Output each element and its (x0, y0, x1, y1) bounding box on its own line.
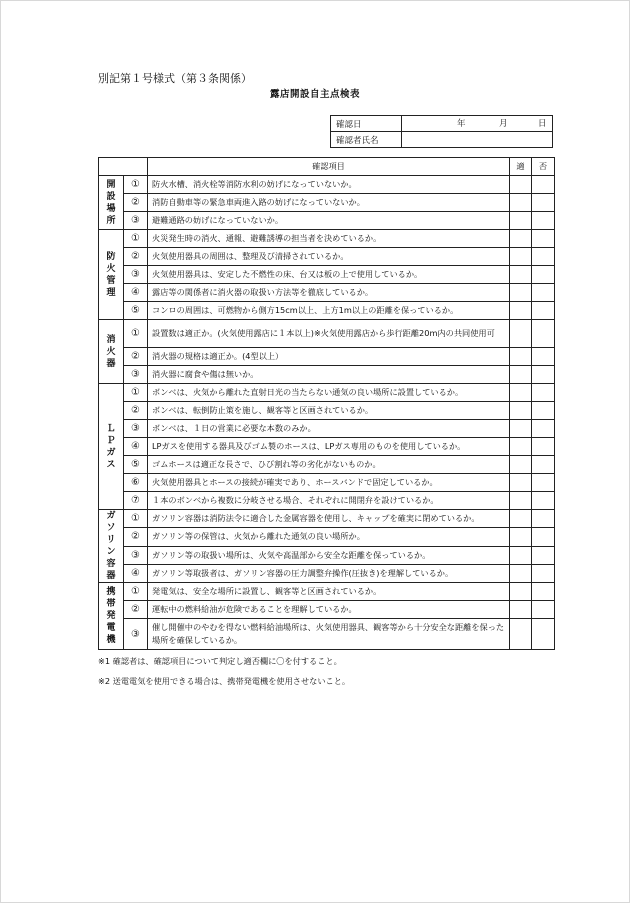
check-ng-cell[interactable] (532, 420, 555, 438)
item-text: ボンベは、転倒防止策を施し、観客等と区画されているか。 (148, 402, 510, 420)
table-row (99, 456, 555, 474)
check-ng-cell[interactable] (532, 510, 555, 528)
item-number: ② (124, 601, 148, 619)
header-ok: 適 (510, 158, 532, 176)
item-number: ③ (124, 546, 148, 564)
item-number: ④ (124, 438, 148, 456)
table-row (99, 438, 555, 456)
item-number: ③ (124, 420, 148, 438)
item-text: 運転中の燃料給油が危険であることを理解しているか。 (148, 601, 510, 619)
check-ok-cell[interactable] (510, 348, 532, 366)
table-row (99, 194, 555, 212)
table-row (99, 402, 555, 420)
check-ok-cell[interactable] (510, 320, 532, 348)
note-1: ※1 確認者は、確認項目について判定し適否欄に〇を付すること。 (98, 656, 342, 666)
check-ok-cell[interactable] (510, 402, 532, 420)
table-row (99, 583, 555, 601)
item-text: LPガスを使用する器具及びゴム製のホースは、LPガス専用のものを使用しているか。 (148, 438, 510, 456)
check-ok-cell[interactable] (510, 564, 532, 582)
check-ok-cell[interactable] (510, 420, 532, 438)
item-text: 露店等の関係者に消火器の取扱い方法等を徹底しているか。 (148, 284, 510, 302)
item-number: ① (124, 320, 148, 348)
item-number: ② (124, 348, 148, 366)
category-label: 携帯発電機 (99, 583, 124, 650)
check-ok-cell[interactable] (510, 212, 532, 230)
inspector-name-field[interactable] (402, 132, 553, 148)
item-number: ⑤ (124, 456, 148, 474)
check-ok-cell[interactable] (510, 366, 532, 384)
check-ng-cell[interactable] (532, 302, 555, 320)
category-label: ＬＰガス (99, 384, 124, 510)
item-text: 催し開催中のやむを得ない燃料給油場所は、火気使用器具、観客等から十分安全な距離を保った場所を確保しているか。 (148, 619, 510, 650)
table-row (99, 230, 555, 248)
item-text: 発電気は、安全な場所に設置し、観客等と区画されているか。 (148, 583, 510, 601)
inspector-name-label: 確認者氏名 (331, 132, 402, 148)
item-text: 消火器の規格は適正か。(4型以上） (148, 348, 510, 366)
item-number: ① (124, 176, 148, 194)
check-ok-cell[interactable] (510, 384, 532, 402)
table-row (99, 510, 555, 528)
check-ok-cell[interactable] (510, 546, 532, 564)
item-number: ④ (124, 564, 148, 582)
table-row (99, 176, 555, 194)
item-text: ゴムホースは適正な長さで、ひび割れ等の劣化がないものか。 (148, 456, 510, 474)
table-row (99, 619, 555, 650)
check-ng-cell[interactable] (532, 266, 555, 284)
check-ok-cell[interactable] (510, 266, 532, 284)
table-row (99, 601, 555, 619)
check-ok-cell[interactable] (510, 583, 532, 601)
table-row (99, 420, 555, 438)
check-ng-cell[interactable] (532, 176, 555, 194)
item-number: ③ (124, 366, 148, 384)
category-label: 防火管理 (99, 230, 124, 320)
item-number: ① (124, 510, 148, 528)
table-row (99, 366, 555, 384)
table-row (99, 348, 555, 366)
table-row (99, 212, 555, 230)
check-ng-cell[interactable] (532, 528, 555, 546)
check-ng-cell[interactable] (532, 348, 555, 366)
item-text: 設置数は適正か。(火気使用露店に１本以上)※火気使用露店から歩行距離20m内の共同使用可 (148, 320, 510, 348)
check-ok-cell[interactable] (510, 284, 532, 302)
check-ok-cell[interactable] (510, 510, 532, 528)
item-text: ガソリン容器は消防法令に適合した金属容器を使用し、キャップを確実に閉めているか。 (148, 510, 510, 528)
item-text: ガソリン等取扱者は、ガソリン容器の圧力調整弁操作(圧抜き)を理解しているか。 (148, 564, 510, 582)
item-text: ボンベは、１日の営業に必要な本数のみか。 (148, 420, 510, 438)
check-ok-cell[interactable] (510, 176, 532, 194)
table-row (99, 528, 555, 546)
item-number: ③ (124, 619, 148, 650)
check-ok-cell[interactable] (510, 474, 532, 492)
item-number: ① (124, 583, 148, 601)
table-row (99, 284, 555, 302)
check-ng-cell[interactable] (532, 384, 555, 402)
table-row (99, 320, 555, 348)
table-row (99, 266, 555, 284)
check-ok-cell[interactable] (510, 302, 532, 320)
check-ng-cell[interactable] (532, 438, 555, 456)
item-text: ボンベは、火気から離れた直射日光の当たらない通気の良い場所に設置しているか。 (148, 384, 510, 402)
check-ng-cell[interactable] (532, 474, 555, 492)
item-number: ② (124, 194, 148, 212)
check-ok-cell[interactable] (510, 528, 532, 546)
item-text: 火気使用器具は、安定した不燃性の床、台又は板の上で使用しているか。 (148, 266, 510, 284)
item-number: ③ (124, 212, 148, 230)
check-ng-cell[interactable] (532, 456, 555, 474)
item-number: ⑤ (124, 302, 148, 320)
check-ng-cell[interactable] (532, 402, 555, 420)
check-ok-cell[interactable] (510, 248, 532, 266)
check-ng-cell[interactable] (532, 194, 555, 212)
item-number: ④ (124, 284, 148, 302)
table-row (99, 474, 555, 492)
item-text: 消防自動車等の緊急車両進入路の妨げになっていないか。 (148, 194, 510, 212)
check-ng-cell[interactable] (532, 619, 555, 650)
check-ok-cell[interactable] (510, 492, 532, 510)
item-number: ⑦ (124, 492, 148, 510)
check-ng-cell[interactable] (532, 564, 555, 582)
header-item: 確認項目 (148, 158, 510, 176)
check-ng-cell[interactable] (532, 546, 555, 564)
day-label: 日 (538, 119, 547, 129)
category-label: ガソリン容器 (99, 510, 124, 583)
item-number: ② (124, 402, 148, 420)
category-label: 開設場所 (99, 176, 124, 230)
item-text: 火気使用器具の周囲は、整理及び清掃されているか。 (148, 248, 510, 266)
check-ng-cell[interactable] (532, 583, 555, 601)
confirmation-box (330, 115, 553, 148)
item-number: ⑥ (124, 474, 148, 492)
item-text: 火気使用器具とホースの接続が確実であり、ホースバンドで固定しているか。 (148, 474, 510, 492)
date-field[interactable] (402, 116, 553, 132)
check-ok-cell[interactable] (510, 438, 532, 456)
check-ng-cell[interactable] (532, 248, 555, 266)
item-text: ガソリン等の保管は、火気から離れた通気の良い場所か。 (148, 528, 510, 546)
check-ng-cell[interactable] (532, 212, 555, 230)
check-ng-cell[interactable] (532, 492, 555, 510)
item-text: 消火器に腐食や傷は無いか。 (148, 366, 510, 384)
year-label: 年 (457, 119, 466, 129)
check-ng-cell[interactable] (532, 366, 555, 384)
check-ok-cell[interactable] (510, 619, 532, 650)
inspection-table (98, 157, 555, 650)
item-text: 火災発生時の消火、通報、避難誘導の担当者を決めているか。 (148, 230, 510, 248)
header-ng: 否 (532, 158, 555, 176)
check-ok-cell[interactable] (510, 230, 532, 248)
table-row (99, 248, 555, 266)
check-ng-cell[interactable] (532, 284, 555, 302)
category-label: 消火器 (99, 320, 124, 384)
item-text: １本のボンベから複数に分岐させる場合、それぞれに開閉弁を設けているか。 (148, 492, 510, 510)
item-number: ② (124, 528, 148, 546)
check-ok-cell[interactable] (510, 456, 532, 474)
check-ng-cell[interactable] (532, 601, 555, 619)
item-text: 防火水槽、消火栓等消防水利の妨げになっていないか。 (148, 176, 510, 194)
check-ng-cell[interactable] (532, 230, 555, 248)
item-number: ③ (124, 266, 148, 284)
item-number: ① (124, 230, 148, 248)
table-row (99, 492, 555, 510)
check-ok-cell[interactable] (510, 194, 532, 212)
table-row (99, 564, 555, 582)
date-label: 確認日 (331, 116, 402, 132)
item-number: ① (124, 384, 148, 402)
item-text: 避難通路の妨げになっていないか。 (148, 212, 510, 230)
check-ok-cell[interactable] (510, 601, 532, 619)
note-2: ※2 送電電気を使用できる場合は、携帯発電機を使用させないこと。 (98, 676, 351, 686)
table-row (99, 384, 555, 402)
page-title: 露店開設自主点検表 (269, 89, 360, 100)
item-text: ガソリン等の取扱い場所は、火気や高温部から安全な距離を保っているか。 (148, 546, 510, 564)
form-number-label: 別記第１号様式（第３条関係） (98, 72, 252, 85)
month-label: 月 (499, 119, 508, 129)
item-text: コンロの周囲は、可燃物から側方15cm以上、上方1m以上の距離を保っているか。 (148, 302, 510, 320)
header-blank (99, 158, 148, 176)
item-number: ② (124, 248, 148, 266)
table-row (99, 302, 555, 320)
table-row (99, 546, 555, 564)
check-ng-cell[interactable] (532, 320, 555, 348)
